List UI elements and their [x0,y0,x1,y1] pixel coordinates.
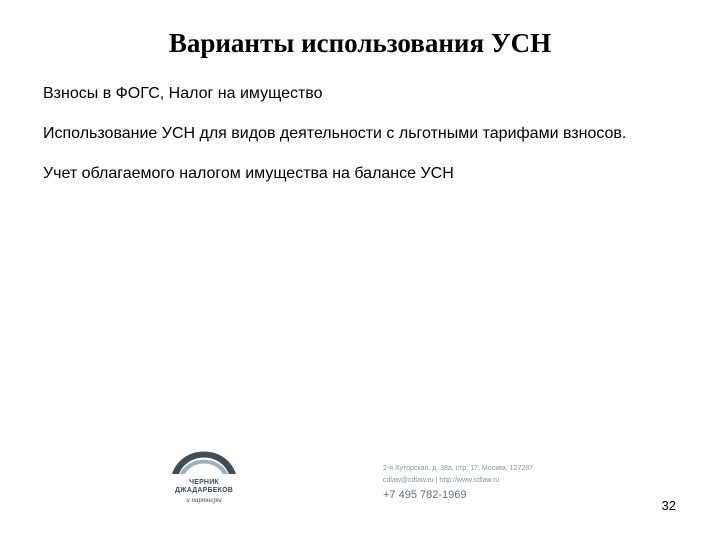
paragraph-contributions: Взносы в ФОГС, Налог на имущество [43,85,323,102]
contact-phone: +7 495 782-1969 [383,489,467,501]
slide-title: Варианты использования УСН [168,28,552,58]
paragraph-property-accounting: Учет облагаемого налогом имущества на балансе УСН [43,165,454,182]
logo-subtitle: и партнеры [186,496,222,504]
contact-address: 2-я Хуторская, д. 38а, стр. 17, Москва, 127287 [383,465,534,472]
contact-web[interactable]: cdlaw@cdlaw.ru | http://www.cdlaw.ru [383,477,500,484]
logo-name-line1: ЧЕРНИК [189,479,219,486]
page-number: 32 [661,498,676,513]
logo-name-line2: ДЖАДАРБЕКОВ [174,487,233,494]
slide-body [43,84,683,204]
paragraph-usn-activities: Использование УСН для видов деятельности с льготными тарифами взносов. [43,125,627,142]
logo-arch-icon [166,440,242,478]
company-logo [164,440,244,516]
contact-info [383,463,623,503]
